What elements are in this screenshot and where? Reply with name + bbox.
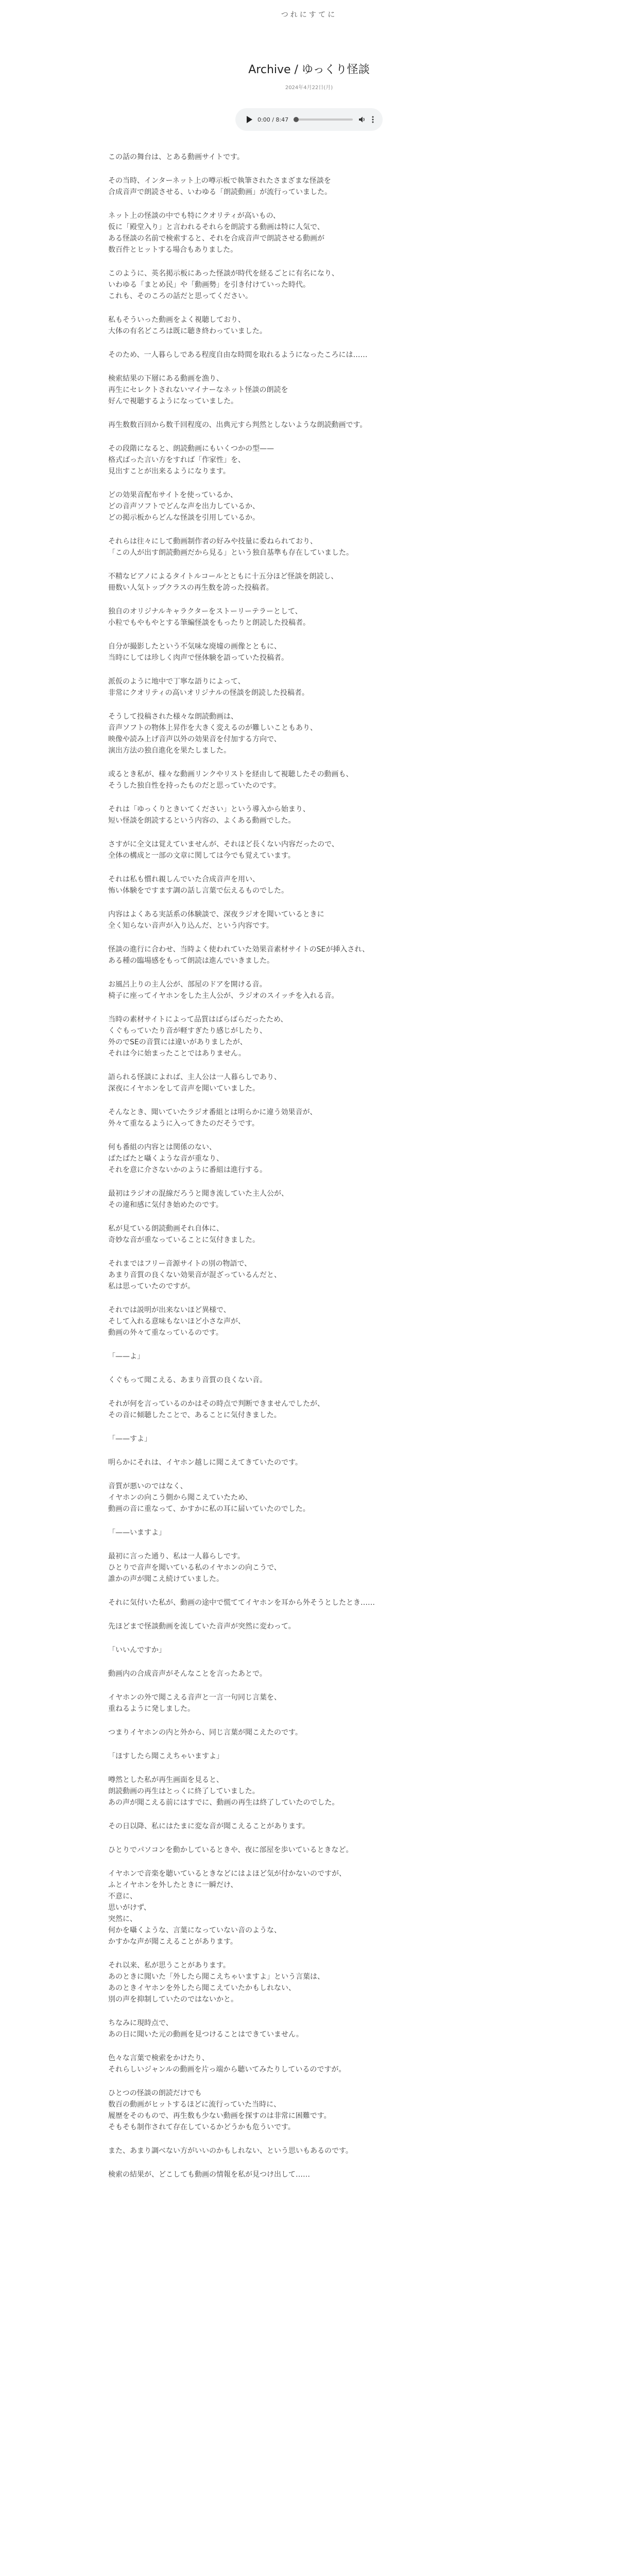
paragraph: ちなみに現時点で、 あの日に聞いた元の動画を見つけることはできていません。 bbox=[108, 2019, 303, 2039]
paragraph: 色々な言葉で検索をかけたり、 それらしいジャンルの動画を片っ端から聴いてみたりしているのですが。 bbox=[108, 2054, 346, 2074]
audio-progress-knob[interactable] bbox=[294, 117, 299, 122]
paragraph: それが何を言っているのかはその時点で判断できませんでしたが、 その音に傾聴したことで、あることに気付きました。 bbox=[108, 1400, 324, 1419]
paragraph: 音質が悪いのではなく、 イヤホンの向こう側から聞こえていたため、 動画の音に重なって、かすかに私の耳に届いていたのでした。 bbox=[108, 1482, 310, 1513]
paragraph: 噂然とした私が再生画面を見ると、 朗読動画の再生はとっくに終了していました。 あの声が聞こえる前にはすでに、動画の再生は終了していたのでした。 bbox=[108, 1776, 339, 1807]
paragraph: 独自のオリジナルキャラクターをストーリーテラーとして、 小粒でもやもやとする筆編怪談をもったりと朗読した投稿者。 bbox=[108, 607, 310, 627]
audio-player bbox=[235, 108, 383, 131]
paragraph: このように、英名掲示板にあった怪談が時代を経るごとに有名になり、 いわゆる「まとめ民」や「動画勢」を引き付けていった時代。 これも、そのころの話だと思ってください。 bbox=[108, 269, 339, 300]
paragraph: 「——よ」 bbox=[108, 1352, 144, 1361]
article-body bbox=[108, 151, 510, 2180]
paragraph: 不精なビアノによるタイトルコールとともに十五分ほど怪談を朗読し、 冊数い人気トップクラスの再生数を誇った投稿者。 bbox=[108, 572, 338, 592]
paragraph: 再生数数百回から数千回程度の、出典元すら判然としないような朗読動画です。 bbox=[108, 421, 367, 429]
paragraph: くぐもって聞こえる、あまり音質の良くない音。 bbox=[108, 1376, 267, 1384]
paragraph: 怪談の進行に合わせ、当時よく使われていた効果音素材サイトのSEが挿入され、 ある種の臨場感をもって朗読は進んでいきました。 bbox=[108, 945, 370, 965]
paragraph: そのため、一人暮らしである程度自由な時間を取れるようになったころには…… bbox=[108, 351, 368, 359]
paragraph: 何も番組の内容とは関係のない、 ぱたぱたと囁くような音が重なり、 それを意に介さないかのように番組は進行する。 bbox=[108, 1143, 267, 1174]
paragraph: 「いいんですか」 bbox=[108, 1646, 166, 1654]
paragraph: さすがに全文は覚えていませんが、それほど長くない内容だったので、 全体の構成と一部の文章に関しては今でも覚えています。 bbox=[108, 840, 339, 860]
paragraph: 最初に言った通り、私は一人暮らしです。 ひとりで音声を聞いている私のイヤホンの向こうで、 誰かの声が聞こえ続けていました。 bbox=[108, 1552, 281, 1583]
paragraph: イヤホンで音楽を聴いているときなどにはよほど気が付かないのですが、 ふとイヤホンを外したときに一瞬だけ、 不意に、 思いがけず、 突然に、 何かを囁くような、言葉になっていない音のような、 かすかな声が聞こえることがあります。 bbox=[108, 1870, 346, 1946]
paragraph: お風呂上りの主人公が、部屋のドアを開ける音。 椅子に座ってイヤホンをした主人公が、ラジオのスイッチを入れる音。 bbox=[108, 980, 339, 1000]
paragraph: それでは説明が出来ないほど異様で、 そして入れる意味もないほど小さな声が、 動画の外々て重なっているのです。 bbox=[108, 1306, 245, 1337]
paragraph: 当時の素材サイトによって品質はばらばらだったため、 くぐもっていたり音が軽すぎたり感じがしたり、 外のでSEの音質には違いがありましたが、 それは今に始まったことではありません。 bbox=[108, 1015, 288, 1058]
paragraph: この話の舞台は、とある動画サイトです。 bbox=[108, 153, 244, 161]
paragraph: 内容はよくある実話系の体験談で、深夜ラジオを聞いているときに 全く知らない音声が入り込んだ、という内容です。 bbox=[108, 910, 324, 930]
paragraph: つまりイヤホンの内と外から、同じ言葉が聞こえたのです。 bbox=[108, 1728, 302, 1737]
paragraph: 派仮のように地中で丁寧な語りによって、 非常にクオリティの高いオリジナルの怪談を朗読した投稿者。 bbox=[108, 677, 309, 697]
article-date: 2024年4月22日(月) bbox=[285, 85, 333, 91]
paragraph: ひとつの怪談の朗読だけでも 数百の動画がヒットするほどに流行っていた当時に、 履歴をそのもので、再生数も少ない動画を探すのは非常に困難です。 そもそも制作されて存在しているかどうかも危ういです。 bbox=[108, 2089, 331, 2131]
paragraph: 或るとき私が、様々な動画リンクやリストを経由して視聴したその動画も、 そうした独自性を持ったものだと思っていたのです。 bbox=[108, 770, 353, 790]
paragraph: そんなとき、聞いていたラジオ番組とは明らかに違う効果音が、 外々て重なるように入ってきたのだそうです。 bbox=[108, 1108, 317, 1128]
paragraph: その当時、インターネット上の噂示板で執筆されたさまざまな怪談を 合成音声で朗読させる、いわゆる「朗読動画」が流行っていました。 bbox=[108, 177, 332, 196]
paragraph: 「——すよ」 bbox=[108, 1435, 151, 1443]
paragraph: その日以降、私にはたまに変な音が聞こえることがあります。 bbox=[108, 1822, 310, 1831]
paragraph: 私が見ている朗読動画それ自体に、 奇妙な音が重なっていることに気付きました。 bbox=[108, 1225, 260, 1244]
site-header bbox=[0, 0, 618, 29]
paragraph: 私もそういった動画をよく視聴しており、 大体の有名どころは既に聴き終わっていました。 bbox=[108, 316, 267, 335]
audio-progress-bar[interactable] bbox=[294, 118, 353, 121]
paragraph: 検索結果の下層にある動画を漁り、 再生にセレクトされないマイナーなネット怪談の朗読を 好んで視聴するようになっていました。 bbox=[108, 375, 288, 405]
article-title: Archive / ゆっくり怪談 bbox=[248, 63, 370, 76]
play-icon[interactable] bbox=[247, 116, 252, 123]
paragraph: ネット上の怪談の中でも特にクオリティが高いもの、 仮に「殿堂入り」と言われるそれらを朗読する動画は特に人気で、 ある怪談の名前で検索すると、それを合成音声で朗読させる動画が 数百件とヒットする場合もありました。 bbox=[108, 212, 324, 254]
paragraph: イヤホンの外で聞こえる音声と一言一句同じ言葉を、 重ねるように発しました。 bbox=[108, 1693, 281, 1713]
paragraph: ひとりでパソコンを動かしているときや、夜に部屋を歩いているときなど。 bbox=[108, 1846, 353, 1854]
paragraph: それは「ゆっくりときいてください」という導入から始まり、 短い怪談を朗読するという内容の、よくある動画でした。 bbox=[108, 805, 310, 825]
paragraph: 明らかにそれは、イヤホン越しに聞こえてきていたのです。 bbox=[108, 1459, 302, 1467]
paragraph: 自分が撮影したという不気味な廃墟の画像とともに、 当時にしては珍しく肉声で怪体験を語っていた投稿者。 bbox=[108, 642, 288, 662]
paragraph: 語られる怪談によれば、主人公は一人暮らしであり、 深夜にイヤホンをして音声を聞いていました。 bbox=[108, 1073, 281, 1093]
paragraph: 「——いますよ」 bbox=[108, 1529, 166, 1537]
volume-icon[interactable] bbox=[358, 115, 366, 124]
paragraph: 「ほすしたら聞こえちゃいますよ」 bbox=[108, 1752, 224, 1760]
paragraph: それまではフリー音源サイトの別の物語で、 あまり音質の良くない効果音が混ざっているんだと、 私は思っていたのですが。 bbox=[108, 1260, 281, 1291]
paragraph: そうして投稿された様々な朗読動画は、 音声ソフトの物体上昇作を大きく変えるのが難しいこともあり、 映像や読み上げ音声以外の効果音を付加する方向で、 演出方法の独自進化を果たしました。 bbox=[108, 713, 317, 755]
paragraph: 検索の結果が、どこしても動画の情報を私が見つけ出して…… bbox=[108, 2171, 310, 2179]
paragraph: それに気付いた私が、動画の途中で慌ててイヤホンを耳から外そうとしたとき…… bbox=[108, 1599, 375, 1607]
more-options-icon[interactable] bbox=[371, 115, 374, 124]
paragraph: 先ほどまで怪談動画を流していた音声が突然に変わって。 bbox=[108, 1622, 296, 1631]
paragraph: また、あまり調べない方がいいのかもしれない、という思いもあるのです。 bbox=[108, 2147, 353, 2155]
paragraph: その段階になると、朗読動画にもいくつかの型—— 格式ばった言い方をすれば「作家性」を、 見出すことが出来るようになります。 bbox=[108, 445, 274, 476]
paragraph: 最初はラジオの混線だろうと聞き流していた主人公が、 その違和感に気付き始めたのです。 bbox=[108, 1190, 288, 1209]
audio-time: 0:00 / 8:47 bbox=[258, 116, 289, 123]
paragraph: それ以来、私が思うことがあります。 あのときに聞いた「外したら聞こえちゃいますよ」という言葉は、 あのときイヤホンを外したら聞こえていたかもしれない、 別の声を抑制していたのではないかと。 bbox=[108, 1961, 324, 2004]
site-name[interactable]: つれにすてに bbox=[281, 11, 337, 19]
article-header bbox=[0, 61, 618, 91]
paragraph: それは私も慣れ親しんでいた合成音声を用い、 怖い体験をですます調の話し言葉で伝えるものでした。 bbox=[108, 875, 288, 895]
paragraph: それらは往々にして動画制作者の好みや技量に委ねられており、 「この人が出す朗読動画だから見る」という独自基準も存在していました。 bbox=[108, 537, 353, 557]
paragraph: 動画内の合成音声がそんなことを言ったあとで。 bbox=[108, 1670, 267, 1678]
paragraph: どの効果音配布サイトを使っているか、 どの音声ソフトでどんな声を出力しているか、 どの掲示板からどんな怪談を引用しているか。 bbox=[108, 491, 260, 522]
